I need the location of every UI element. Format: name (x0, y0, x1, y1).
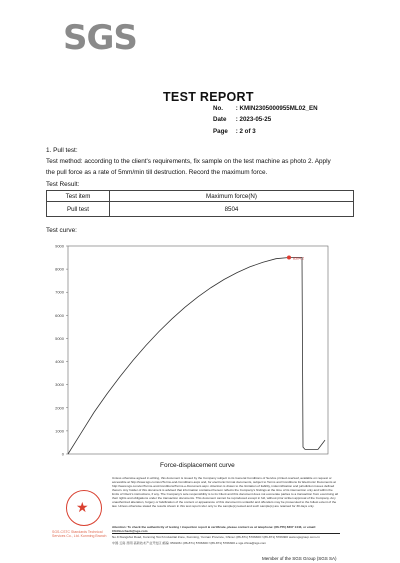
y-tick-label: 5000 (55, 335, 64, 341)
y-tick-label: 8000 (55, 266, 64, 272)
test-method-line1: Test method: according to the client's requirements, fix sample on the test machine as photo 2. Apply (46, 158, 331, 165)
test-method-line2: the pull force as a rate of 5mm/min till destruction. Record the maximum force. (46, 169, 268, 176)
sgs-logo: SGS (63, 18, 137, 58)
y-tick-label: 1000 (55, 428, 64, 434)
report-date (213, 116, 271, 123)
chart-title: Force-displacement curve (160, 462, 235, 469)
table-header-row (47, 191, 354, 202)
section-heading: 1. Pull test: (46, 147, 78, 154)
y-tick-label: 9000 (55, 243, 64, 249)
footer-terms: Unless otherwise agreed in writing, this document is issued by the Company subject to its General Conditions of Service printed overleaf, available on request or accessible at http://www.sgs.com/en/Terms-and-Conditions.aspx and, for electronic format documents, subject to Terms and Conditions for Electronic Documents at http://www.sgs.com/en/Terms-and-Conditions/Terms-e-Document.aspx. Attention is drawn to the limitation of liability, indemnification and jurisdiction issues defined therein. Any holder of this document is advised that information contained hereon reflects the Company's findings at the time of its intervention only and within the limits of Client's instructions, if any. The Company's sole responsibility is to its Client and this document does not exonerate parties to a transaction from exercising all their rights and obligations under the transaction documents. This document cannot be reproduced except in full, without prior written approval of the Company. Any unauthorized alteration, forgery or falsification of the content or appearance of this document is unlawful and offenders may be prosecuted to the fullest extent of the law. Unless otherwise stated the results shown in this test report refer only to the sample(s) tested and such sample(s) are retained for 30 days only. (112, 476, 338, 508)
table-header-cell: Test item (47, 191, 110, 202)
colon: : (235, 116, 240, 123)
y-tick-label: 7000 (55, 289, 64, 295)
report-number-value: KMIN2305000955ML02_EN (239, 105, 318, 112)
peak-label: 8504.2 (293, 256, 304, 261)
table-header-cell: Maximum force(N) (110, 191, 354, 202)
report-date-label: Date (213, 116, 227, 123)
table-row (47, 202, 354, 217)
report-date-value: 2023-05-25 (239, 116, 272, 123)
stamp-star-icon: ★ (76, 499, 89, 515)
table-cell: Pull test (47, 202, 110, 217)
force-displacement-chart (40, 236, 340, 476)
report-page (213, 128, 256, 135)
test-curve-label: Test curve: (46, 227, 77, 234)
plot-frame (68, 246, 328, 454)
y-tick-label: 0 (61, 451, 64, 457)
y-tick-label: 3000 (55, 382, 64, 388)
colon: : (235, 105, 240, 112)
member-statement: Member of the SGS Group (SGS SA) (262, 556, 337, 561)
report-title: TEST REPORT (163, 90, 254, 104)
stamp-company-name: SGS-CSTC Standards Technical Services Co., Ltd. Kunming Branch (52, 530, 107, 538)
y-tick-label: 2000 (55, 405, 64, 411)
footer-address-en: No.9 Xiangshui Road, Kunming Torch Industrial Zone, Kunming, Yunnan Province, China t (86-871) 5706300 f (86-871) 5706300 www.sgsgroup.com.cn (112, 535, 320, 539)
y-tick-label: 4000 (55, 359, 64, 365)
report-page-value: 2 of 3 (239, 128, 256, 135)
series-line (68, 258, 325, 455)
report-number (213, 105, 318, 112)
test-result-label: Test Result: (46, 181, 80, 188)
table-cell: 8504 (110, 202, 354, 217)
footer-address-cn: 中国·云南·昆明·高新技术产业开发区 邮编: 650106 t (86-871) 5706300 f (86-871) 5706300 e sgs.china@sgs.com (112, 541, 267, 545)
result-table (46, 190, 354, 217)
report-number-label: No. (213, 105, 223, 112)
peak-marker (287, 255, 291, 259)
y-tick-label: 6000 (55, 312, 64, 318)
report-page-label: Page (213, 128, 228, 135)
footer-warning: Attention: To check the authenticity of testing / inspection report & certificate, please contact us at telephone: (86-755) 8307 1443, or email: CN.Doccheck@sgs.com (112, 525, 317, 533)
footer-divider (112, 533, 340, 534)
colon: : (235, 128, 240, 135)
